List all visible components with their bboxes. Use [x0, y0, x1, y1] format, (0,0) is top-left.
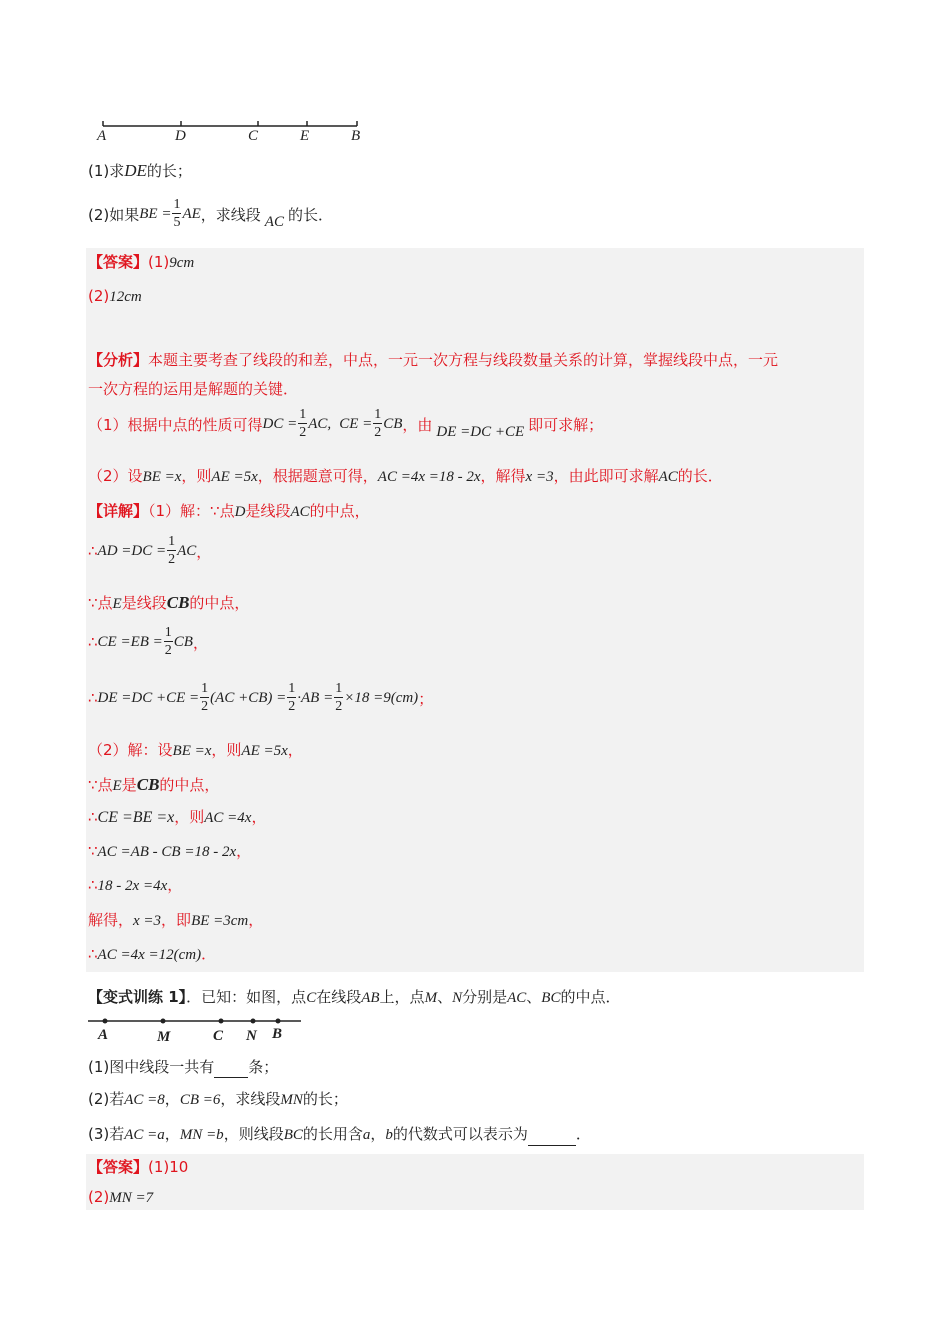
analysis-step-1: （1）根据中点的性质可得 DC = $\frac{1}{2}$ AC, CE = $\frac{1}{2}$ CB ，由 DE =DC +CE 即可求解；	[88, 407, 604, 440]
detail-line-5: ∴ DE =DC +CE = $\frac{1}{2}$ (AC +CB) = $\frac{1}{2}$ ·AB = $\frac{1}{2}$ ×18 =9(cm) ；	[88, 681, 434, 714]
point-label-N: N	[246, 1028, 257, 1044]
answer-1: 【答案】(1)9cm	[88, 253, 195, 271]
segment-diagram-2	[88, 1016, 303, 1028]
answer-blank-3[interactable]	[528, 1145, 576, 1146]
detail-line-10: ∴18 - 2x =4x，	[88, 876, 183, 894]
point-label-A: A	[98, 1027, 109, 1043]
variant-part-1: (1)图中线段一共有 条；	[88, 1058, 279, 1076]
question-part-2: (2)如果 BE = $\frac{1}{5}$ AE ，求线段 AC 的长．	[88, 197, 333, 230]
detail-line-2: ∴ AD =DC = $\frac{1}{2}$ AC ，	[88, 534, 212, 567]
point-label-M: M	[157, 1029, 171, 1045]
point-label-A: A	[97, 128, 107, 144]
variant-part-3: (3)若AC =a，MN =b，则线段BC的长用含a，b的代数式可以表示为 ．	[88, 1123, 591, 1146]
answer-block-2	[86, 1154, 864, 1210]
point-label-D: D	[175, 128, 186, 144]
detail-line-3: ∵点E是线段CB的中点，	[88, 593, 250, 612]
segment-diagram-1	[95, 118, 375, 150]
analysis-line-2: 一次方程的运用是解题的关键．	[88, 380, 299, 398]
detail-line-7: ∵点E是CB的中点，	[88, 775, 220, 794]
variant-part-2: (2)若AC =8，CB =6，求线段MN的长；	[88, 1090, 348, 1108]
detail-line-4: ∴ CE =EB = $\frac{1}{2}$ CB ，	[88, 625, 208, 658]
detail-line-1: 【详解】（1）解：∵点D是线段AC的中点，	[88, 502, 370, 520]
point-label-B: B	[272, 1026, 283, 1042]
detail-line-12: ∴AC =4x =12(cm)．	[88, 945, 217, 963]
answer-blank-1[interactable]	[214, 1077, 248, 1078]
detail-line-9: ∵AC =AB - CB =18 - 2x，	[88, 842, 252, 860]
detail-line-8: ∴CE =BE =x，则AC =4x，	[88, 808, 267, 826]
point-label-E: E	[300, 128, 310, 144]
answer-2: (2)12cm	[88, 287, 142, 305]
variant-answer-2: (2)MN =7	[88, 1188, 154, 1206]
variant-answer-1: 【答案】(1)10	[88, 1158, 189, 1176]
variant-question: 【变式训练 1】．已知：如图，点C在线段AB上，点M、N分别是AC、BC的中点．	[88, 988, 621, 1006]
point-label-C: C	[248, 128, 259, 144]
point-label-C: C	[213, 1028, 224, 1044]
analysis-line-1: 【分析】本题主要考查了线段的和差，中点，一元一次方程与线段数量关系的计算，掌握线段中点，一元	[88, 351, 779, 369]
detail-line-11: 解得，x =3，即BE =3cm，	[88, 911, 264, 929]
analysis-step-2: （2）设BE =x，则AE =5x，根据题意可得，AC =4x =18 - 2x，解得x =3，由此即可求解AC的长．	[88, 467, 723, 485]
detail-line-6: （2）解：设BE =x，则AE =5x，	[88, 741, 303, 759]
question-part-1: (1)求DE的长；	[88, 161, 192, 180]
point-label-B: B	[351, 128, 361, 144]
